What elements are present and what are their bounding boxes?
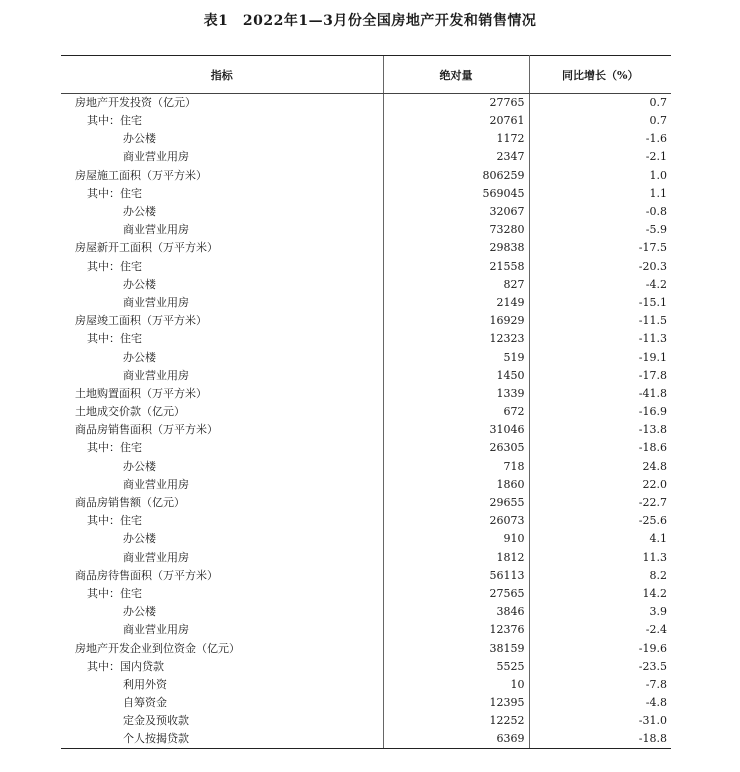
- row-indicator: 利用外资: [123, 677, 167, 691]
- row-indicator: 商品房销售面积（万平方米）: [75, 423, 218, 437]
- row-absolute-value: 806259: [383, 167, 529, 185]
- row-growth-value: -18.6: [638, 441, 667, 455]
- row-absolute-value: 5525: [383, 658, 529, 676]
- row-indicator: 其中：国内贷款: [87, 659, 164, 673]
- row-indicator: 商业营业用房: [123, 368, 189, 382]
- row-absolute-value: 718: [383, 458, 529, 476]
- row-indicator: 其中：住宅: [87, 259, 142, 273]
- table-row: [61, 712, 671, 730]
- table-row: [61, 130, 671, 148]
- table-row: [61, 276, 671, 294]
- row-growth-value: 0.7: [649, 114, 667, 128]
- row-absolute-value: 1339: [383, 385, 529, 403]
- row-growth-value: -19.1: [638, 350, 667, 364]
- table-row: [61, 167, 671, 185]
- table-row: [61, 676, 671, 694]
- row-absolute-value: 12252: [383, 712, 529, 730]
- row-indicator: 商业营业用房: [123, 150, 189, 164]
- table-row: [61, 567, 671, 585]
- row-indicator: 土地成交价款（亿元）: [75, 405, 185, 419]
- table-row: [61, 330, 671, 348]
- row-indicator: 办公楼: [123, 205, 156, 219]
- table-row: [61, 476, 671, 494]
- row-absolute-value: 27765: [383, 94, 529, 113]
- row-growth-value: 8.2: [649, 568, 667, 582]
- row-growth-value: -22.7: [638, 496, 667, 510]
- data-table: [61, 55, 671, 749]
- table-row: [61, 294, 671, 312]
- row-absolute-value: 38159: [383, 639, 529, 657]
- row-growth-value: -25.6: [638, 514, 667, 528]
- row-absolute-value: 827: [383, 276, 529, 294]
- row-growth-value: 4.1: [649, 532, 667, 546]
- table-row: [61, 94, 671, 113]
- row-indicator: 办公楼: [123, 132, 156, 146]
- row-indicator: 自筹资金: [123, 696, 167, 710]
- row-growth-value: -2.4: [645, 623, 667, 637]
- row-indicator: 商品房销售额（亿元）: [75, 496, 185, 510]
- table-body: [61, 94, 671, 749]
- data-table-container: [61, 55, 671, 749]
- row-growth-value: -18.8: [529, 730, 671, 749]
- row-absolute-value: 20761: [383, 112, 529, 130]
- row-absolute-value: 31046: [383, 421, 529, 439]
- row-indicator: 房地产开发企业到位资金（亿元）: [75, 641, 240, 655]
- row-indicator: 商品房待售面积（万平方米）: [75, 568, 218, 582]
- row-growth-value: -20.3: [638, 259, 667, 273]
- row-indicator: 定金及预收款: [123, 714, 189, 728]
- row-growth-value: -17.8: [638, 368, 667, 382]
- table-row: [61, 185, 671, 203]
- row-absolute-value: 29838: [383, 239, 529, 257]
- row-indicator: 房屋竣工面积（万平方米）: [75, 314, 207, 328]
- row-absolute-value: 1860: [383, 476, 529, 494]
- table-row: [61, 458, 671, 476]
- table-row: [61, 585, 671, 603]
- table-row: [61, 367, 671, 385]
- row-growth-value: 24.8: [642, 459, 667, 473]
- row-indicator: 商业营业用房: [123, 223, 189, 237]
- row-indicator: 房屋施工面积（万平方米）: [75, 168, 207, 182]
- row-absolute-value: 2347: [383, 148, 529, 166]
- row-indicator: 商业营业用房: [123, 550, 189, 564]
- row-growth-value: -11.3: [638, 332, 667, 346]
- row-growth-value: 22.0: [642, 477, 667, 491]
- row-indicator: 房地产开发投资（亿元）: [75, 96, 196, 109]
- row-indicator: 商业营业用房: [123, 477, 189, 491]
- row-absolute-value: 6369: [383, 730, 529, 749]
- row-growth-value: -4.2: [645, 277, 667, 291]
- row-indicator: 办公楼: [123, 459, 156, 473]
- table-row: [61, 549, 671, 567]
- row-indicator: 其中：住宅: [87, 514, 142, 528]
- row-growth-value: -41.8: [638, 386, 667, 400]
- row-growth-value: 11.3: [642, 550, 667, 564]
- table-row: [61, 221, 671, 239]
- row-absolute-value: 569045: [383, 185, 529, 203]
- row-growth-value: -16.9: [638, 405, 667, 419]
- table-row: [61, 494, 671, 512]
- row-absolute-value: 910: [383, 530, 529, 548]
- row-absolute-value: 1172: [383, 130, 529, 148]
- table-row: [61, 730, 671, 749]
- row-indicator: 办公楼: [123, 532, 156, 546]
- table-row: [61, 258, 671, 276]
- row-absolute-value: 26305: [383, 439, 529, 457]
- table-row: [61, 639, 671, 657]
- row-absolute-value: 12323: [383, 330, 529, 348]
- row-absolute-value: 73280: [383, 221, 529, 239]
- row-absolute-value: 21558: [383, 258, 529, 276]
- row-growth-value: -4.8: [645, 696, 667, 710]
- table-row: [61, 621, 671, 639]
- row-growth-value: -17.5: [638, 241, 667, 255]
- table-row: [61, 348, 671, 366]
- table-row: [61, 658, 671, 676]
- row-growth-value: -0.8: [645, 205, 667, 219]
- row-absolute-value: 2149: [383, 294, 529, 312]
- row-growth-value: 3.9: [649, 605, 667, 619]
- row-indicator: 商业营业用房: [123, 623, 189, 637]
- table-row: [61, 603, 671, 621]
- row-indicator: 房屋新开工面积（万平方米）: [75, 241, 218, 255]
- row-growth-value: -2.1: [645, 150, 667, 164]
- row-growth-value: -23.5: [638, 659, 667, 673]
- table-row: [61, 403, 671, 421]
- row-indicator: 办公楼: [123, 350, 156, 364]
- row-absolute-value: 12376: [383, 621, 529, 639]
- row-growth-value: -31.0: [638, 714, 667, 728]
- row-absolute-value: 1812: [383, 549, 529, 567]
- table-row: [61, 694, 671, 712]
- header-growth: 同比增长（%）: [529, 56, 671, 94]
- row-growth-value: -15.1: [638, 295, 667, 309]
- row-absolute-value: 3846: [383, 603, 529, 621]
- header-absolute: 绝对量: [383, 56, 529, 94]
- row-absolute-value: 672: [383, 403, 529, 421]
- row-indicator: 其中：住宅: [87, 441, 142, 455]
- table-row: [61, 203, 671, 221]
- row-indicator: 其中：住宅: [87, 186, 142, 200]
- row-absolute-value: 26073: [383, 512, 529, 530]
- table-row: [61, 239, 671, 257]
- row-growth-value: -11.5: [638, 314, 667, 328]
- row-absolute-value: 56113: [383, 567, 529, 585]
- row-growth-value: -13.8: [638, 423, 667, 437]
- row-indicator: 商业营业用房: [123, 295, 189, 309]
- row-indicator: 其中：住宅: [87, 586, 142, 600]
- table-row: [61, 112, 671, 130]
- row-growth-value: 1.1: [649, 186, 667, 200]
- table-row: [61, 530, 671, 548]
- row-growth-value: -1.6: [645, 132, 667, 146]
- row-absolute-value: 519: [383, 348, 529, 366]
- table-title: 表1 2022年1—3月份全国房地产开发和销售情况: [203, 13, 537, 29]
- row-growth-value: 14.2: [642, 586, 667, 600]
- row-growth-value: -7.8: [645, 677, 667, 691]
- row-absolute-value: 12395: [383, 694, 529, 712]
- row-indicator: 个人按揭贷款: [61, 730, 383, 749]
- row-indicator: 办公楼: [123, 277, 156, 291]
- row-growth-value: 1.0: [649, 168, 667, 182]
- table-row: [61, 385, 671, 403]
- table-row: [61, 421, 671, 439]
- table-row: [61, 148, 671, 166]
- table-row: [61, 512, 671, 530]
- row-indicator: 其中：住宅: [87, 114, 142, 128]
- row-indicator: 办公楼: [123, 605, 156, 619]
- row-absolute-value: 16929: [383, 312, 529, 330]
- table-row: [61, 312, 671, 330]
- table-row: [61, 439, 671, 457]
- row-absolute-value: 27565: [383, 585, 529, 603]
- row-growth-value: -5.9: [645, 223, 667, 237]
- row-indicator: 土地购置面积（万平方米）: [75, 386, 207, 400]
- row-indicator: 其中：住宅: [87, 332, 142, 346]
- row-absolute-value: 29655: [383, 494, 529, 512]
- row-absolute-value: 10: [383, 676, 529, 694]
- table-header-row: [61, 56, 671, 94]
- row-absolute-value: 32067: [383, 203, 529, 221]
- row-growth-value: 0.7: [649, 96, 667, 109]
- header-indicator: 指标: [61, 56, 383, 94]
- row-absolute-value: 1450: [383, 367, 529, 385]
- row-growth-value: -19.6: [638, 641, 667, 655]
